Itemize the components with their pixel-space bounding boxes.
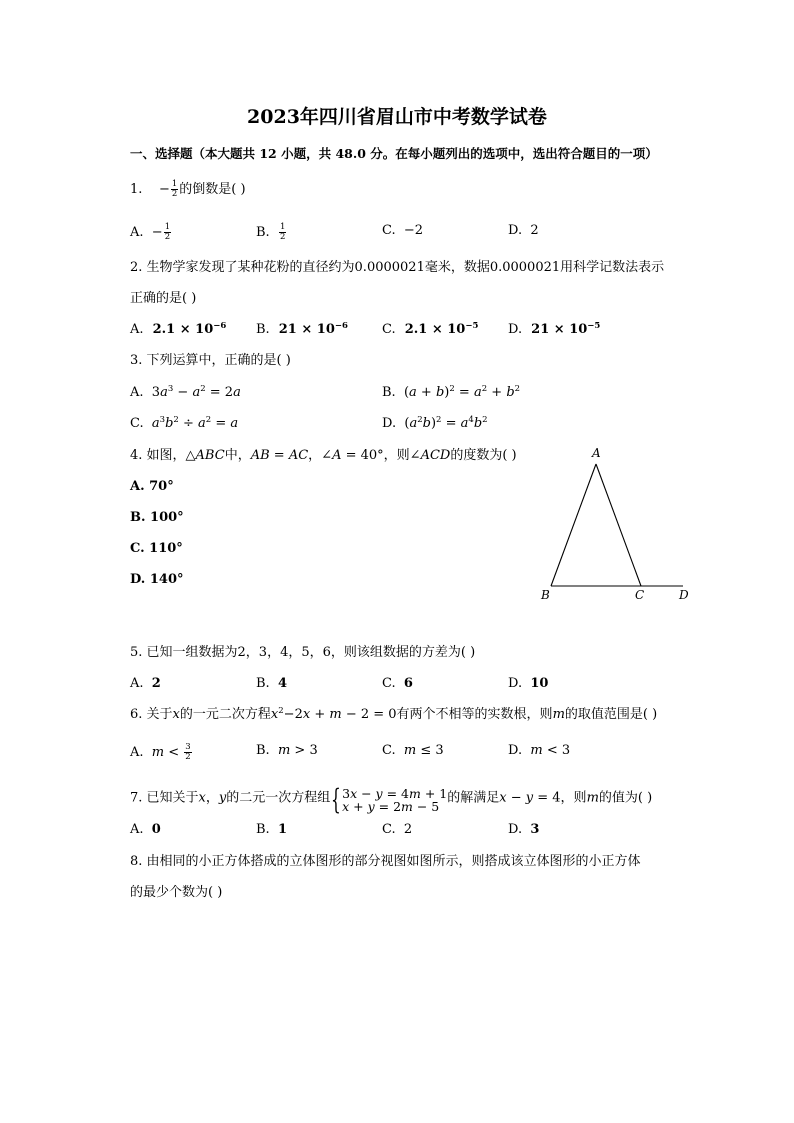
question-2-line2: 正确的是( ) [130,291,197,306]
question-8-line1: 8. 由相同的小正方体搭成的立体图形的部分视图如图所示，则搭成该立体图形的小正方体 [130,854,641,869]
question-1: 1. − $\frac{1}{2}$ 的倒数是( ) [130,179,246,199]
page-title: 2023年四川省眉山市中考数学试卷 [247,106,547,128]
q2-option-b: B. $21 \times 10^{-6}$ [256,321,348,337]
q6-option-a: A. m < $\frac{3}{2}$ [130,742,191,762]
q2-option-c: C. $2.1 \times 10^{-5}$ [382,321,479,337]
vertex-label-d: D [679,588,689,602]
equation-system: 3x − y = 4m + 1 x + y = 2m − 5 [342,786,448,814]
vertex-label-a: A [592,446,601,460]
side-ab [551,464,596,586]
section-heading: 一、选择题（本大题共 12 小题，共 48.0 分。在每小题列出的选项中，选出符合题目的一项） [130,146,658,161]
triangle-figure [535,440,695,610]
q1-option-c: C. −2 [382,223,424,238]
q4-option-a: A. 70° [130,479,174,494]
q5-option-a: A. 2 [130,676,161,691]
q1-option-a: A. − $\frac{1}{2}$ [130,222,171,242]
q3-option-b: B. $(a + b)^2 = a^2 + b^2$ [382,384,521,400]
q6-option-c: C. m ≤ 3 [382,743,444,758]
q3-option-a: A. $3a^3 - a^2 = 2a$ [130,384,241,400]
q7-option-c: C. 2 [382,822,413,837]
side-ac [596,464,641,586]
question-7: 7. 已知关于x，y的二元一次方程组{ 3x − y = 4m + 1 x + y = 2m − 5 的解满足x − y = 4，则m的值为( ) [130,783,653,816]
q4-option-c: C. 110° [130,541,183,556]
q2-option-a: A. $2.1 \times 10^{-6}$ [130,321,227,337]
vertex-label-b: B [541,588,550,602]
q5-option-b: B. 4 [256,676,287,691]
q7-option-b: B. 1 [256,822,287,837]
q1-option-b: B. $\frac{1}{2}$ [256,222,286,242]
q6-option-d: D. m < 3 [508,743,571,758]
question-4: 4. 如图，△ABC中，AB = AC，∠A = 40°，则∠ACD的度数为( ) [130,448,517,463]
q2-option-d: D. $21 \times 10^{-5}$ [508,321,601,337]
fraction-neg-half: $\frac{1}{2}$ [171,179,178,199]
vertex-label-c: C [635,588,645,602]
question-2-line1: 2. 生物学家发现了某种花粉的直径约为0.0000021毫米，数据0.0000021用科学记数法表示 [130,260,665,275]
q5-option-c: C. 6 [382,676,413,691]
q4-option-b: B. 100° [130,510,184,525]
q4-option-d: D. 140° [130,572,184,587]
q7-option-d: D. 3 [508,822,540,837]
question-6: 6. 关于x的一元二次方程$x^2-2x + m - 2 = 0$有两个不相等的实数根，则m的取值范围是( ) [130,706,658,722]
q3-option-d: D. $(a^2b)^2 = a^4b^2$ [382,415,488,431]
q5-option-d: D. 10 [508,676,549,691]
question-8-line2: 的最少个数为( ) [130,885,223,900]
q7-option-a: A. 0 [130,822,161,837]
q3-option-c: C. $a^3b^2 \div a^2 = a$ [130,415,239,431]
q1-option-d: D. 2 [508,223,539,238]
system-brace: { [331,783,342,816]
question-3: 3. 下列运算中，正确的是( ) [130,353,291,368]
q6-option-b: B. m > 3 [256,743,318,758]
question-5: 5. 已知一组数据为2，3，4，5，6，则该组数据的方差为( ) [130,645,476,660]
